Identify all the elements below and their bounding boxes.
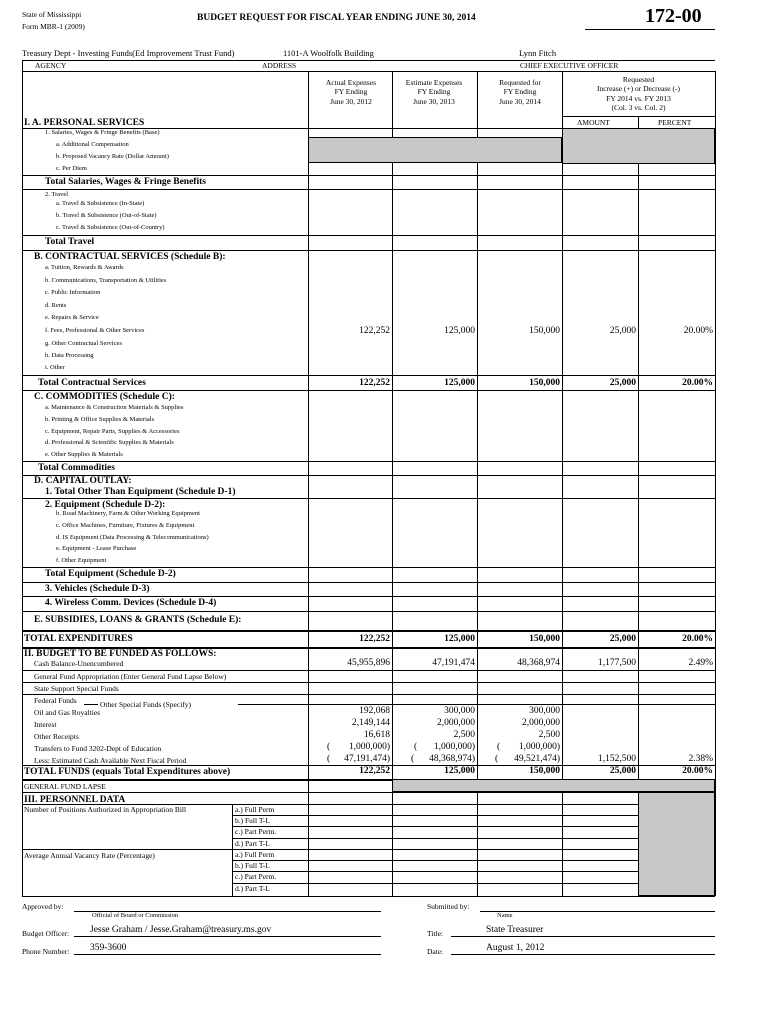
total-funds-label: TOTAL FUNDS (equals Total Expenditures above)	[24, 767, 231, 777]
date-line	[451, 954, 715, 955]
p-line	[232, 871, 638, 872]
personnel-col-2	[392, 792, 393, 896]
agency-label: AGENCY	[35, 61, 67, 70]
total-funds-amount: 25,000	[609, 766, 636, 776]
col-divider-right	[715, 71, 716, 896]
vac-full-perm: a.) Full Perm	[235, 850, 275, 859]
budget-officer-label: Budget Officer:	[22, 929, 70, 938]
p-line	[232, 815, 638, 816]
contract-f-col2: 125,000	[444, 326, 475, 336]
row-line	[22, 250, 715, 251]
row-line	[22, 498, 715, 499]
total-contract-col2: 125,000	[444, 378, 475, 388]
vac-part-perm: c.) Part Perm.	[235, 872, 277, 881]
row-line	[22, 390, 715, 391]
commod-b: b. Printing & Office Supplies & Materials	[45, 416, 155, 423]
transfer-col2: 1,000,000)	[433, 742, 475, 752]
receipts-col2: 2,500	[453, 730, 475, 740]
col-divider-2	[392, 71, 393, 780]
interest-col3: 2,000,000	[522, 718, 560, 728]
budget-code: 172-00	[645, 5, 702, 27]
salaries-shaded	[308, 137, 562, 163]
less-percent: 2.38%	[688, 754, 713, 764]
total-funds-col1: 122,252	[359, 766, 390, 776]
commod-d: d. Professional & Scientific Supplies & Materials	[45, 439, 174, 446]
salaries-shaded-right	[562, 128, 715, 164]
personnel-shaded	[638, 792, 715, 896]
row-line	[22, 804, 715, 805]
row-line	[22, 461, 715, 462]
total-commodities: Total Commodities	[38, 463, 115, 473]
col-divider-3	[477, 71, 478, 780]
total-salaries: Total Salaries, Wages & Fringe Benefits	[45, 177, 206, 187]
interest-col1: 2,149,144	[352, 718, 390, 728]
commod-a: a. Maintenance & Construction Materials & Supplies	[45, 404, 184, 411]
cash-col2: 47,191,474	[432, 658, 475, 668]
less-amount: 1,152,500	[598, 754, 636, 764]
special-line-b	[238, 704, 715, 705]
row-line	[22, 567, 715, 568]
row-line	[22, 694, 715, 695]
title-value[interactable]: State Treasurer	[486, 925, 544, 935]
pos-full-perm: a.) Full Perm	[235, 805, 275, 814]
row-line	[22, 189, 715, 190]
col-divider-left	[22, 60, 23, 896]
receipts-col1: 16,618	[363, 730, 390, 740]
total-equipment: Total Equipment (Schedule D-2)	[45, 569, 176, 579]
subsidies-row: E. SUBSIDIES, LOANS & GRANTS (Schedule E):	[34, 615, 242, 625]
personnel-col-3	[477, 792, 478, 896]
commodities-heading: C. COMMODITIES (Schedule C):	[34, 392, 175, 402]
submitted-by-line[interactable]	[480, 911, 715, 912]
total-funds-percent: 20.00%	[682, 766, 713, 776]
phone-value[interactable]: 359-3600	[90, 943, 127, 953]
oil-col3: 300,000	[529, 706, 560, 716]
cash-col3: 48,368,974	[517, 658, 560, 668]
total-exp-label: TOTAL EXPENDITURES	[24, 634, 133, 644]
p-line	[232, 826, 638, 827]
commod-c: c. Equipment, Repair Parts, Supplies & Accessories	[45, 428, 180, 435]
total-funds-col3: 150,000	[529, 766, 560, 776]
contract-f-col3: 150,000	[529, 326, 560, 336]
total-exp-percent: 20.00%	[682, 634, 713, 644]
total-exp-col1: 122,252	[359, 634, 390, 644]
ceo-value: Lynn Fitch	[519, 48, 557, 58]
cash-balance-row: Cash Balance-Unencumbered	[34, 659, 124, 668]
funding-heading: II. BUDGET TO BE FUNDED AS FOLLOWS:	[24, 649, 217, 659]
p-line	[232, 860, 638, 861]
travel-in-row: a. Travel & Subsistence (In-State)	[56, 200, 145, 207]
form-number: Form MBR-1 (2009)	[22, 22, 85, 31]
row-line	[22, 670, 715, 671]
equip-e: e. Equipment - Lease Purchase	[56, 545, 137, 552]
phone-line	[74, 954, 381, 955]
positions-label: Number of Positions Authorized in Appropriation Bill	[24, 805, 187, 814]
addl-comp-row: a. Additional Compensation	[56, 141, 129, 148]
vehicles-row: 3. Vehicles (Schedule D-3)	[45, 584, 150, 594]
phone-label: Phone Number:	[22, 947, 70, 956]
amount-header: AMOUNT	[577, 118, 610, 127]
col-divider-5	[638, 116, 639, 780]
vac-full-tl: b.) Full T-L	[235, 861, 270, 870]
pos-part-tl: d.) Part T-L	[235, 839, 270, 848]
less-col2: 48,368,974)	[429, 754, 475, 764]
less-paren-3: (	[495, 754, 499, 764]
receipts-col3: 2,500	[538, 730, 560, 740]
oil-col2: 300,000	[444, 706, 475, 716]
contract-b: b. Communications, Transportation & Utilities	[45, 277, 167, 284]
less-estimated-row: Less: Estimated Cash Available Next Fiscal Period	[34, 756, 187, 765]
header-line-2	[22, 71, 715, 72]
total-funds-col2: 125,000	[444, 766, 475, 776]
vacancy-rate-label: Average Annual Vacancy Rate (Percentage)	[24, 851, 155, 860]
capital-d2: 2. Equipment (Schedule D-2):	[45, 500, 166, 510]
date-value[interactable]: August 1, 2012	[486, 943, 545, 953]
page-title: BUDGET REQUEST FOR FISCAL YEAR ENDING JUNE 30, 2014	[197, 13, 476, 23]
commod-e: e. Other Supplies & Materials	[45, 451, 123, 458]
ceo-label: CHIEF EXECUTIVE OFFICER	[520, 61, 619, 70]
pos-part-perm: c.) Part Perm.	[235, 827, 277, 836]
cash-col1: 45,955,896	[347, 658, 390, 668]
contract-c: c. Public Information	[45, 289, 101, 296]
capital-heading: D. CAPITAL OUTLAY:	[34, 476, 132, 486]
col4-header: Requested Increase (+) or Decrease (-) FY 2014 vs. FY 2013 (Col. 3 vs. Col. 2)	[597, 75, 680, 113]
less-paren-2: (	[411, 754, 415, 764]
contract-g: g. Other Contractual Services	[45, 340, 122, 347]
contract-f-col1: 122,252	[359, 326, 390, 336]
general-fund-lapse: GENERAL FUND LAPSE	[24, 782, 106, 791]
equip-f: f. Other Equipment	[56, 557, 107, 564]
contract-d: d. Rents	[45, 302, 67, 309]
less-col3: 49,521,474)	[514, 754, 560, 764]
lapse-divider	[308, 779, 309, 792]
row-line	[22, 896, 715, 897]
personnel-col-4	[562, 792, 563, 896]
cash-percent: 2.49%	[688, 658, 713, 668]
row-line	[22, 596, 715, 597]
other-receipts-row: Other Receipts	[34, 732, 79, 741]
row-line	[22, 849, 715, 850]
transfer-col3: 1,000,000)	[518, 742, 560, 752]
title-line	[451, 936, 715, 937]
contract-h: h. Data Processing	[45, 352, 94, 359]
contract-f-amount: 25,000	[609, 326, 636, 336]
contractual-heading: B. CONTRACTUAL SERVICES (Schedule B):	[34, 252, 226, 262]
personnel-heading: III. PERSONNEL DATA	[24, 795, 126, 805]
total-exp-amount: 25,000	[609, 634, 636, 644]
equip-d: d. IS Equipment (Data Processing & Telecommunications)	[56, 534, 209, 541]
total-exp-col2: 125,000	[444, 634, 475, 644]
contract-i: i. Other	[45, 364, 65, 371]
pos-full-tl: b.) Full T-L	[235, 816, 270, 825]
vac-part-tl: d.) Part T-L	[235, 884, 270, 893]
name-label: Name	[497, 912, 513, 919]
state-support-row: State Support Special Funds	[34, 684, 119, 693]
row-line	[22, 582, 715, 583]
oil-col1: 192,068	[359, 706, 390, 716]
approved-by-label: Approved by:	[22, 902, 64, 911]
contract-a: a. Tuition, Rewards & Awards	[45, 264, 124, 271]
vacancy-row: b. Proposed Vacancy Rate (Dollar Amount)	[56, 153, 169, 160]
percent-header: PERCENT	[658, 118, 692, 127]
oil-gas-row: Oil and Gas Royalties	[34, 708, 101, 717]
per-diem-row: c. Per Diem	[56, 165, 87, 172]
address-label: ADDRESS	[262, 61, 297, 70]
equip-c: c. Office Machines, Furniture, Fixtures & Equipment	[56, 522, 195, 529]
contract-f: f. Fees, Professional & Other Services	[45, 327, 145, 334]
row-line	[22, 682, 715, 683]
transfer-paren-3: (	[497, 742, 501, 752]
budget-officer-line	[74, 936, 381, 937]
agency-value: Treasury Dept - Investing Funds(Ed Improvement Trust Fund)	[22, 48, 235, 58]
total-contract-col3: 150,000	[529, 378, 560, 388]
total-contract-percent: 20.00%	[682, 378, 713, 388]
row-line	[22, 175, 715, 176]
title-label: Title:	[427, 929, 443, 938]
total-exp-col3: 150,000	[529, 634, 560, 644]
total-contractual: Total Contractual Services	[38, 378, 146, 388]
special-line-a	[84, 704, 98, 705]
less-paren-1: (	[327, 754, 331, 764]
row-line	[22, 375, 715, 376]
row-line	[22, 235, 715, 236]
less-col1: 47,191,474)	[344, 754, 390, 764]
col-divider-4	[562, 71, 563, 780]
row-line	[22, 792, 715, 793]
official-label: Official of Board or Commission	[92, 912, 179, 919]
total-contract-amount: 25,000	[609, 378, 636, 388]
col1-header: Actual Expenses FY Ending June 30, 2012	[325, 78, 377, 106]
p-line	[232, 838, 638, 839]
transfers-row: Transfers to Fund 3202-Dept of Education	[34, 744, 162, 753]
col-divider-1	[308, 71, 309, 780]
contract-f-percent: 20.00%	[683, 326, 713, 336]
total-contract-col1: 122,252	[359, 378, 390, 388]
personal-heading: I. A. PERSONAL SERVICES	[24, 118, 145, 128]
p-line	[232, 883, 638, 884]
travel-row: 2. Travel	[45, 191, 69, 198]
transfer-paren-2: (	[414, 742, 418, 752]
interest-col2: 2,000,000	[437, 718, 475, 728]
row-line	[22, 630, 715, 632]
total-travel: Total Travel	[45, 237, 95, 247]
col3-header: Requested for FY Ending June 30, 2014	[499, 78, 541, 106]
equip-b: b. Road Machinery, Farm & Other Working Equipment	[56, 510, 200, 517]
address-value: 1101-A Woolfolk Building	[283, 48, 374, 58]
federal-funds-row: Federal Funds	[34, 696, 77, 705]
travel-out-row: b. Travel & Subsistence (Out-of-State)	[56, 212, 157, 219]
transfer-paren-1: (	[327, 742, 331, 752]
submitted-by-label: Submitted by:	[427, 902, 470, 911]
wireless-row: 4. Wireless Comm. Devices (Schedule D-4)	[45, 598, 217, 608]
lapse-shaded	[392, 779, 715, 792]
date-label: Date:	[427, 947, 444, 956]
code-underline	[585, 29, 715, 30]
salaries-row: 1. Salaries, Wages & Fringe Benefits (Base)	[45, 129, 160, 136]
other-special-label: Other Special Funds (Specify)	[100, 700, 192, 709]
transfer-col1: 1,000,000)	[348, 742, 390, 752]
personnel-col-1	[308, 792, 309, 896]
budget-officer-value[interactable]: Jesse Graham / Jesse.Graham@treasury.ms.gov	[90, 925, 272, 935]
state-name: State of Mississippi	[22, 10, 82, 19]
col2-header: Estimate Expenses FY Ending June 30, 2013	[405, 78, 463, 106]
travel-country-row: c. Travel & Subsistence (Out-of-Country)	[56, 224, 165, 231]
cash-amount: 1,177,500	[598, 658, 636, 668]
general-fund-row: General Fund Appropriation (Enter General Fund Lapse Below)	[34, 672, 227, 681]
contract-e: e. Repairs & Service	[45, 314, 99, 321]
row-line	[22, 611, 715, 612]
interest-row: Interest	[34, 720, 57, 729]
capital-d1: 1. Total Other Than Equipment (Schedule D-1)	[45, 487, 236, 497]
